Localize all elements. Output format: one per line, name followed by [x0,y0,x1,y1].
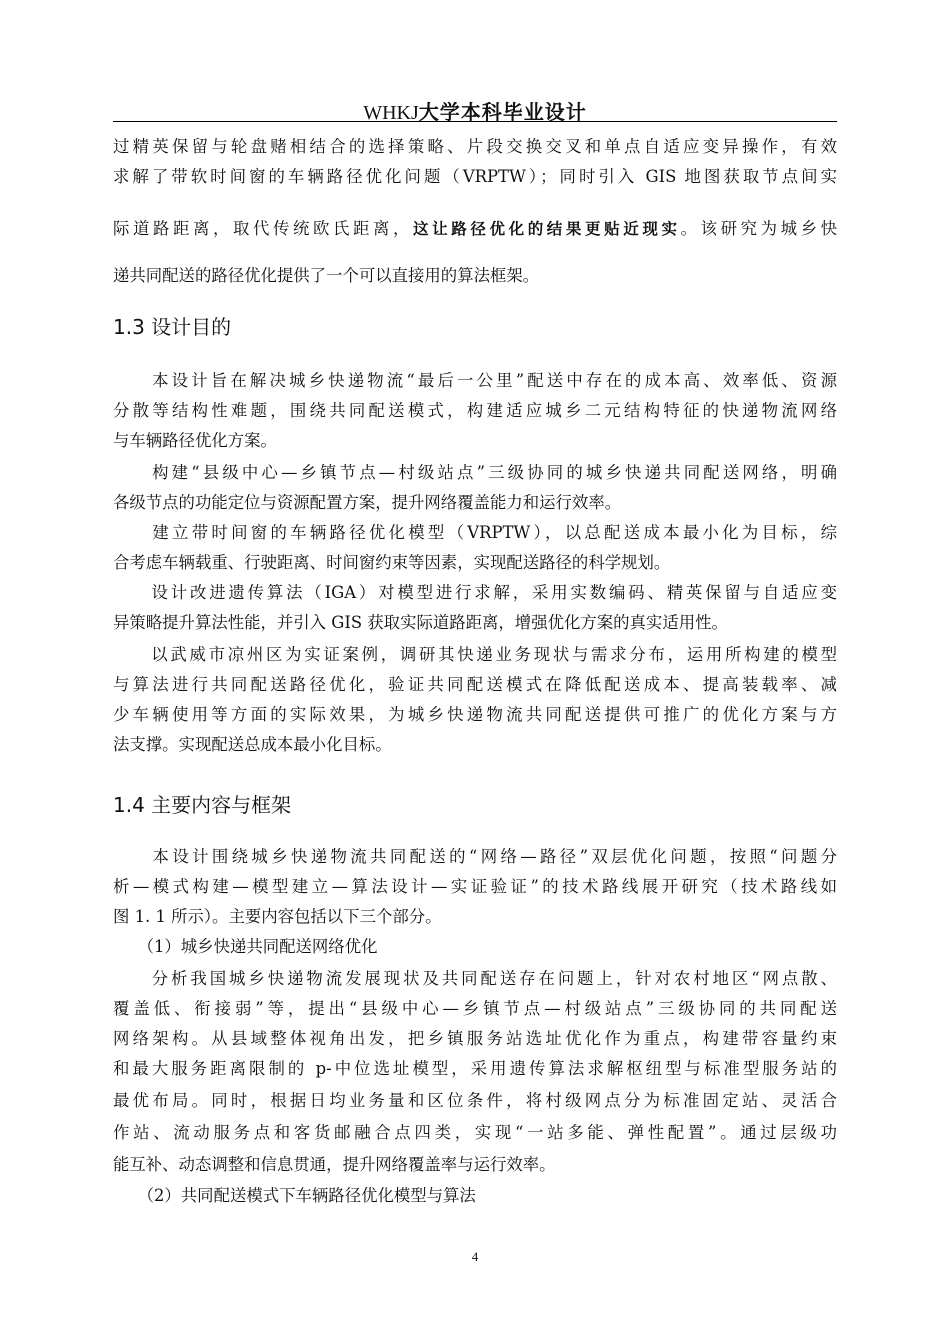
header-divider [113,121,837,122]
paragraph-line: 分析我国城乡快递物流发展现状及共同配送存在问题上，针对农村地区“网点散、 [113,969,837,988]
paragraph-line: 本设计围绕城乡快递物流共同配送的“网络—路径”双层优化问题，按照“问题分 [113,847,837,866]
paragraph-line: 与车辆路径优化方案。 [113,431,277,450]
intro-line [113,215,837,239]
paragraph-line: 以武威市凉州区为实证案例，调研其快递业务现状与需求分布，运用所构建的模型 [113,645,837,664]
paragraph-line: 建立带时间窗的车辆路径优化模型（VRPTW），以总配送成本最小化为目标，综 [113,523,837,542]
header-title: 大学本科毕业设计 [418,100,587,124]
paragraph-line: 各级节点的功能定位与资源配置方案，提升网络覆盖能力和运行效率。 [113,493,622,512]
paragraph-line: 分散等结构性难题，围绕共同配送模式，构建适应城乡二元结构特征的快递物流网络 [113,401,837,420]
header-code: WHKJ [363,102,419,124]
paragraph-line: 少车辆使用等方面的实际效果，为城乡快递物流共同配送提供可推广的优化方案与方 [113,705,837,724]
intro-line: 递共同配送的路径优化提供了一个可以直接用的算法框架。 [113,266,540,285]
section-heading-1-4: 1.4 主要内容与框架 [113,793,292,817]
page-number: 4 [471,1249,479,1264]
paragraph-line: 与算法进行共同配送路径优化，验证共同配送模式在降低配送成本、提高装载率、减 [113,675,837,694]
intro-text: 。该研究为城乡快 [680,219,837,238]
intro-text: 际道路距离，取代传统欧氏距离， [113,219,414,238]
paragraph-line: 和最大服务距离限制的 p-中位选址模型，采用遗传算法求解枢纽型与标准型服务站的 [113,1059,837,1078]
paragraph-line: 图 1. 1 所示）。主要内容包括以下三个部分。 [113,907,442,926]
paragraph-line: 析—模式构建—模型建立—算法设计—实证验证”的技术路线展开研究（技术路线如 [113,877,837,896]
paragraph-line: 合考虑车辆载重、行驶距离、时间窗约束等因素，实现配送路径的科学规划。 [113,553,671,572]
list-item-heading: （1）城乡快递共同配送网络优化 [113,937,378,956]
list-item-heading: （2）共同配送模式下车辆路径优化模型与算法 [113,1186,476,1205]
section-heading-1-3: 1.3 设计目的 [113,315,232,339]
intro-line: 过精英保留与轮盘赌相结合的选择策略、片段交换交叉和单点自适应变异操作，有效 [113,137,837,156]
intro-line: 求解了带软时间窗的车辆路径优化问题（VRPTW）；同时引入 GIS 地图获取节点间实 [113,167,837,186]
paragraph-line: 最优布局。同时，根据日均业务量和区位条件，将村级网点分为标准固定站、灵活合 [113,1091,837,1110]
paragraph-line: 本设计旨在解决城乡快递物流“最后一公里”配送中存在的成本高、效率低、资源 [113,371,837,390]
paragraph-line: 作站、流动服务点和客货邮融合点四类，实现“一站多能、弹性配置”。通过层级功 [113,1123,837,1142]
paragraph-line: 网络架构。从县域整体视角出发，把乡镇服务站选址优化作为重点，构建带容量约束 [113,1029,837,1048]
paragraph-line: 异策略提升算法性能，并引入 GIS 获取实际道路距离，增强优化方案的真实适用性。 [113,613,728,632]
paragraph-line: 构建“县级中心—乡镇节点—村级站点”三级协同的城乡快递共同配送网络，明确 [113,463,837,482]
paragraph-line: 能互补、动态调整和信息贯通，提升网络覆盖率与运行效率。 [113,1155,556,1174]
paragraph-line: 法支撑。实现配送总成本最小化目标。 [113,735,392,754]
paragraph-line: 设计改进遗传算法（IGA）对模型进行求解，采用实数编码、精英保留与自适应变 [113,583,837,602]
paragraph-line: 覆盖低、衔接弱”等，提出“县级中心—乡镇节点—村级站点”三级协同的共同配送 [113,999,837,1018]
intro-emphasis: 这让路径优化的结果更贴近现实 [413,220,681,238]
